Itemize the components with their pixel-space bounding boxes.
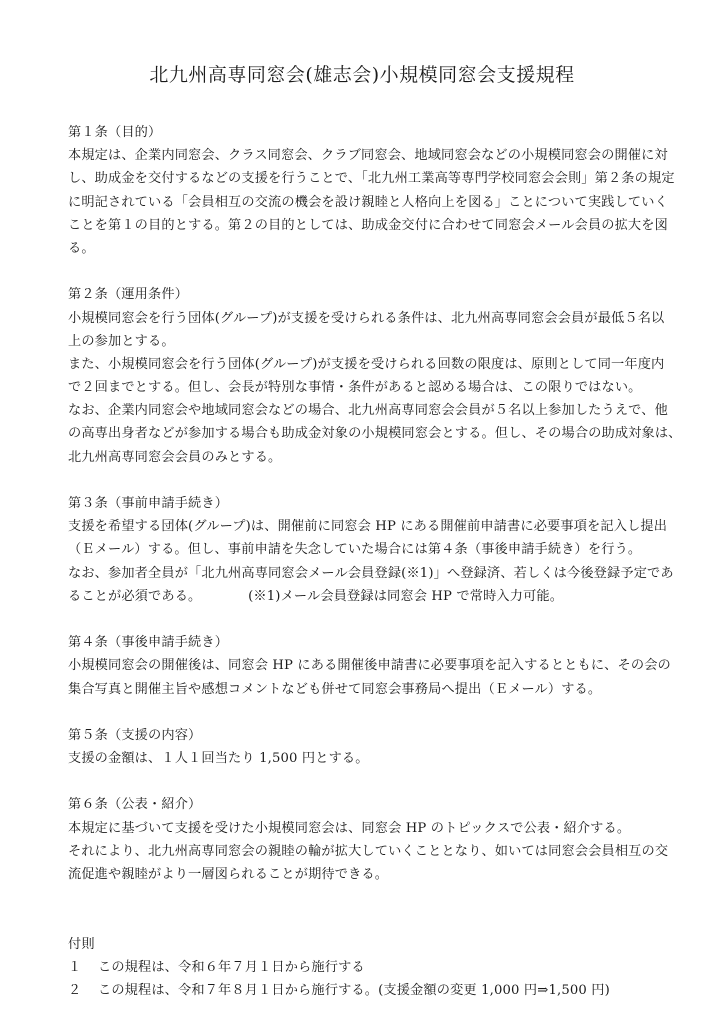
article-line: 北九州高専同窓会会員のみとする。 [68,449,282,465]
supplementary-heading: 付則 [68,936,95,952]
article-line: 支援の金額は、１人１回当たり 1,500 円とする。 [68,751,369,767]
supplementary-item-number: ２ [68,982,82,998]
article-heading: 第４条（事後申請手続き） [68,635,229,651]
article-heading: 第３条（事前申請手続き） [68,496,229,511]
article-line: 集合写真と開催主旨や感想コメントなども併せて同窓会事務局へ提出（Ｅメール）する。 [68,681,602,697]
spacer [68,886,668,932]
article-line: なお、参加者全員が「北九州高専同窓会メール会員登録(※1)」へ登録済、若しくは今後登録予定であ [68,565,674,581]
article-line: 本規定は、企業内同窓会、クラス同窓会、クラブ同窓会、地域同窓会などの小規模同窓会の開催に対 [68,148,668,164]
article-line: に明記されている「会員相互の交流の機会を設け親睦と人格向上を図る」ことについて実践していく [68,194,668,210]
document-body [68,121,682,1002]
article-line: ることが必須である。 (※1)メール会員登録は同窓会 HP で常時入力可能。 [68,588,564,604]
article-heading: 第１条（目的） [68,125,162,140]
article-line: 小規模同窓会の開催後は、同窓会 HP にある開催後申請書に必要事項を記入するとともに、その会の [68,658,671,674]
article-line: で２回までとする。但し、会長が特別な事情・条件があると認める場合は、この限りではない。 [68,380,642,396]
spacer [68,469,668,492]
article-line: 流促進や親睦がより一層図られることが期待できる。 [68,867,389,882]
article-line: る。 [68,240,95,256]
article-3 [68,492,674,608]
article-heading: 第６条（公表・紹介） [68,797,202,813]
supplementary-item-number: １ [68,959,82,975]
article-line: それにより、北九州高専同窓会の親睦の輪が拡大していくこととなり、如いては同窓会会員相互の交 [68,843,669,859]
article-line: の高専出身者などが参加する場合も助成金対象の小規模同窓会とする。但し、その場合の助成対象は、 [68,426,682,442]
article-heading: 第２条（運用条件） [68,287,189,303]
article-line: 小規模同窓会を行う団体(グループ)が支援を受けられる条件は、北九州高専同窓会会員が最低５名以 [68,310,665,326]
article-6 [68,793,668,886]
spacer [68,608,668,631]
document-title: 北九州高専同窓会(雄志会)小規模同窓会支援規程 [149,64,575,86]
article-5 [68,724,668,770]
supplementary-item-text: この規程は、令和６年７月１日から施行する [98,959,365,975]
supplementary-provisions [68,933,668,1003]
article-line: 支援を希望する団体(グループ)は、開催前に同窓会 HP にある開催前申請書に必要事項を記入し提出 [68,519,668,535]
supplementary-item-text: この規程は、令和７年８月１日から施行する。(支援金額の変更 1,000 円⇒1,500 円) [98,982,610,998]
article-4 [68,631,671,701]
article-2 [68,283,682,469]
article-heading: 第５条（支援の内容） [68,727,202,743]
spacer [68,770,668,793]
supplementary-item [68,956,668,979]
article-line: なお、企業内同窓会や地域同窓会などの場合、北九州高専同窓会会員が５名以上参加したうえで、他 [68,403,668,419]
article-line: （Ｅメール）する。但し、事前申請を失念していた場合には第４条（事後申請手続き）を行う。 [68,542,642,558]
supplementary-item [68,979,668,1002]
article-line: また、小規模同窓会を行う団体(グループ)が支援を受けられる回数の限度は、原則として同一年度内 [68,356,665,372]
article-line: 本規定に基づいて支援を受けた小規模同窓会は、同窓会 HP のトピックスで公表・紹介する。 [68,820,631,836]
article-line: し、助成金を交付するなどの支援を行うことで、「北九州工業高等専門学校同窓会会則」第２条の規定 [68,171,675,187]
spacer [68,701,668,724]
article-line: 上の参加とする。 [68,333,175,349]
article-line: ことを第１の目的とする。第２の目的としては、助成金交付に合わせて同窓会メール会員の拡大を図 [68,217,668,233]
article-1 [68,121,675,260]
spacer [68,260,668,283]
